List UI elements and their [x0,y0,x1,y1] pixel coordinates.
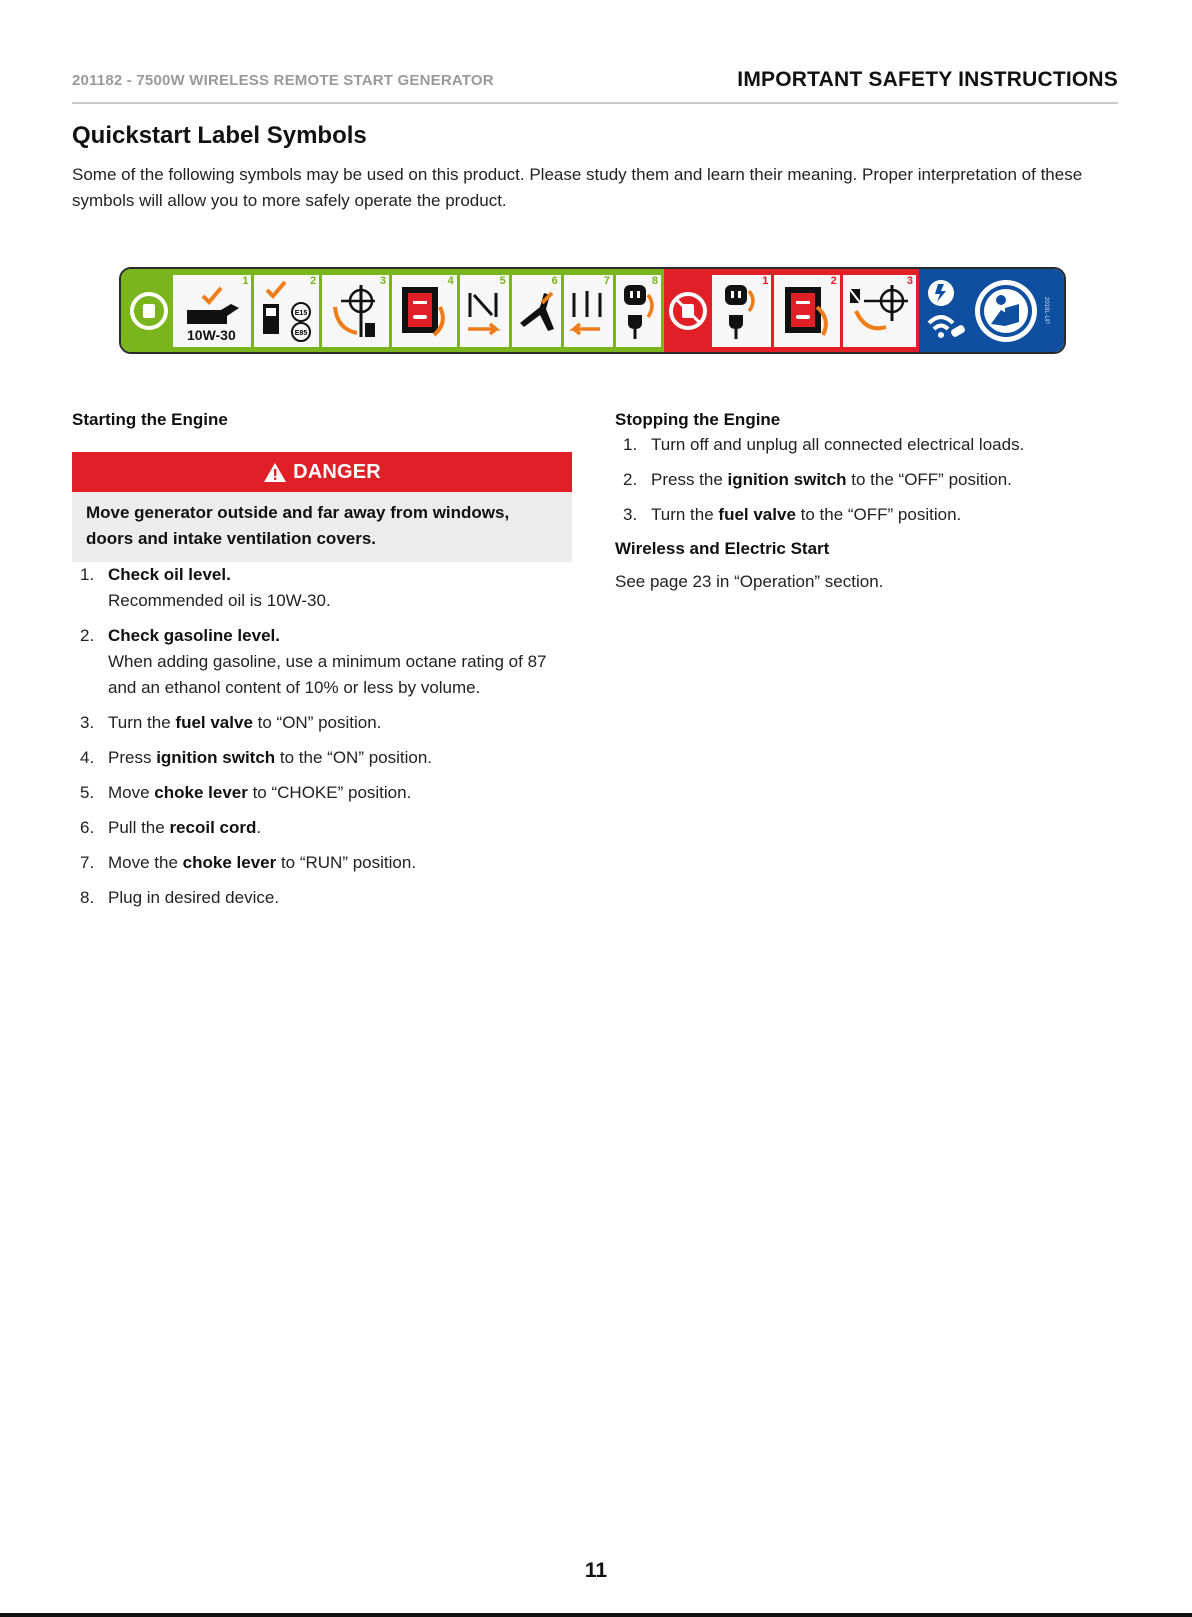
list-item: 6. Pull the recoil cord. [80,818,262,837]
list-item: 7. Move the choke lever to “RUN” position. [80,853,417,872]
step-number: 1 [242,274,249,287]
step-number: 3 [906,274,914,287]
list-item: 8. Plug in desired device. [80,888,280,907]
fuel-pump-icon [257,280,317,342]
step-number: 2 [310,274,317,287]
list-item: 1. Turn off and unplug all connected electrical loads. [623,435,1025,454]
list-item: 3. Turn the fuel valve to “ON” position. [80,713,382,732]
step-recoil-panel [512,275,561,347]
choke-run-icon [566,283,610,339]
step-fuel-valve-panel [322,275,389,347]
plug-in-icon [618,281,658,341]
e85-badge: E85 [294,329,308,337]
list-item: 5. Move choke lever to “CHOKE” position. [80,783,412,802]
step-number: 5 [499,274,506,287]
step-number: 1 [762,274,769,287]
list-item: 1. Check oil level. Recommended oil is 10W-30. [80,565,331,610]
step-number: 2 [830,274,837,287]
wireless-start-icon [923,275,969,347]
ignition-switch-icon [396,281,452,341]
stopping-heading: Stopping the Engine [615,410,781,429]
page-title: Quickstart Label Symbols [72,122,367,149]
step-fuel-panel [254,275,319,347]
wireless-text: See page 23 in “Operation” section. [615,572,884,591]
starting-steps [72,562,572,911]
oil-grade-label: 10W-30 [187,326,236,343]
start-engine-icon [129,291,169,331]
wireless-heading: Wireless and Electric Start [615,539,830,558]
step-number: 3 [379,274,386,287]
danger-banner [72,452,572,492]
step-plug-panel [616,275,661,347]
recoil-cord-icon [514,283,558,339]
danger-message: Move generator outside and far away from windows, doors and intake ventilation covers. [72,492,572,562]
list-item: 2. Check gasoline level. When adding gasoline, use a minimum octane rating of 87 and an ethanol content of 10% or less by volume. [80,626,547,697]
stopping-section [615,408,1115,595]
starting-section [72,408,572,920]
choke-lever-icon [462,283,506,339]
step-oil-panel [173,275,251,347]
bottom-rule [0,1613,1192,1617]
stop-fuel-valve-panel [843,275,916,347]
quickstart-label [119,267,1066,354]
section-title: IMPORTANT SAFETY INSTRUCTIONS [737,68,1118,91]
list-item: 3. Turn the fuel valve to the “OFF” position. [623,505,962,524]
stop-section [664,269,919,352]
danger-label: DANGER [293,460,381,483]
step-number: 8 [651,274,658,287]
stopping-steps [615,432,1115,528]
ignition-off-icon [779,281,835,341]
list-item: 2. Press the ignition switch to the “OFF” position. [623,470,1012,489]
unplug-icon [719,281,765,341]
start-section [121,269,664,352]
step-choke-panel [460,275,509,347]
list-item: 4. Press ignition switch to the “ON” position. [80,748,433,767]
page-header [72,66,1118,104]
part-code: 2019L-UP [1043,296,1049,325]
step-number: 7 [603,274,610,287]
danger-callout [72,452,572,562]
warning-triangle-icon [263,462,287,483]
intro-paragraph: Some of the following symbols may be used on this product. Please study them and learn their meaning. Proper interpretation of these symbols will allow you to more safely operate the product. [72,165,1083,210]
page-number: 11 [584,1559,608,1582]
step-ignition-panel [392,275,457,347]
step-number: 4 [447,274,454,287]
read-manual-icon [975,280,1037,342]
fuel-valve-icon [327,281,385,341]
stop-unplug-panel [712,275,771,347]
fuel-valve-off-icon [846,281,912,341]
stop-ignition-panel [774,275,839,347]
document-id: 201182 - 7500W WIRELESS REMOTE START GENERATOR [72,72,494,89]
info-section [919,269,1064,352]
stop-engine-icon [668,291,708,331]
step-number: 6 [551,274,558,287]
starting-heading: Starting the Engine [72,410,228,429]
step-run-panel [564,275,613,347]
e15-badge: E15 [294,309,308,317]
